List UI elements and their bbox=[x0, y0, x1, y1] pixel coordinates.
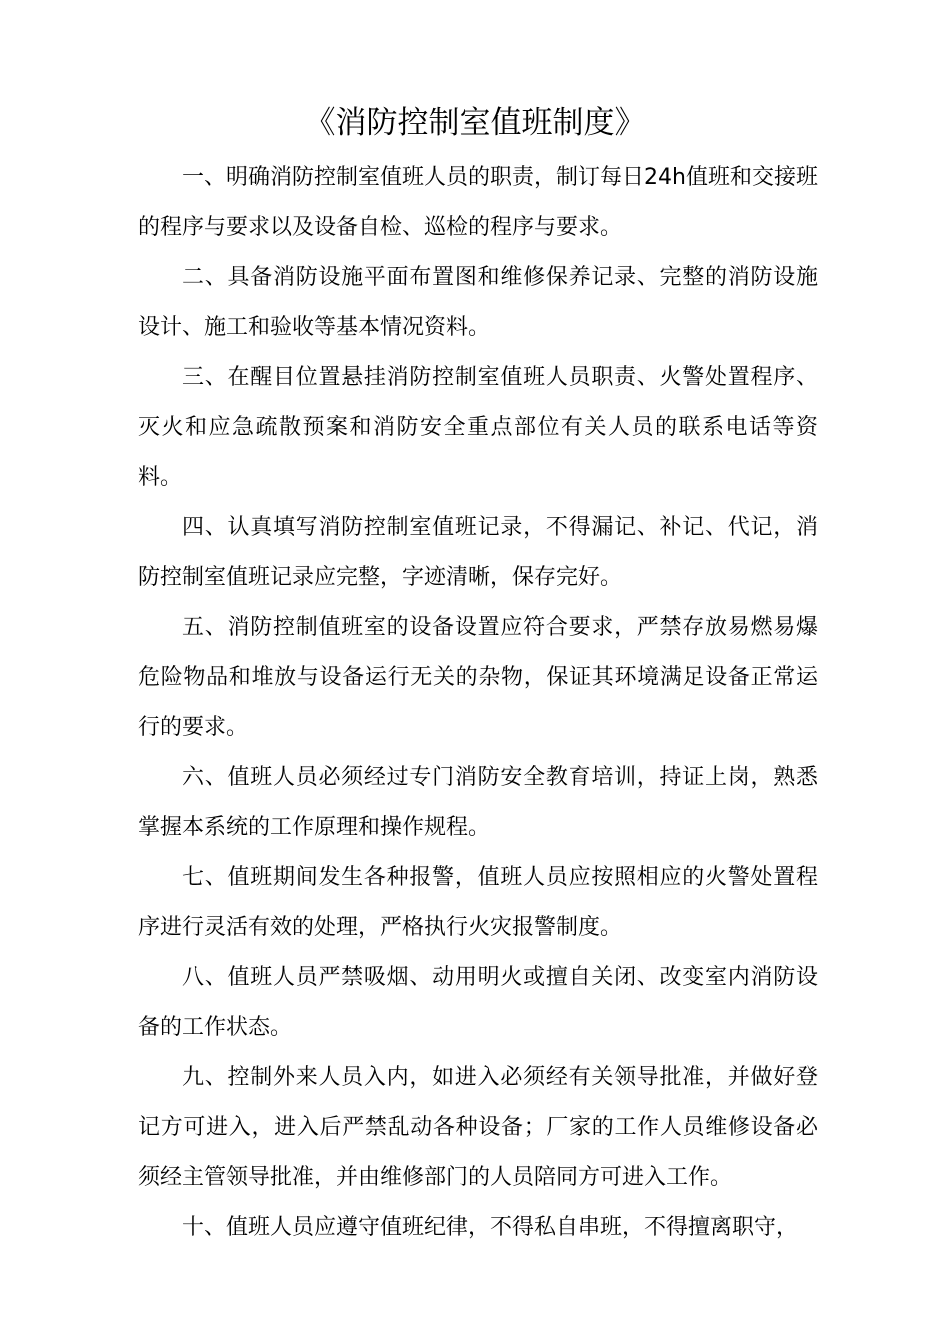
paragraph-6: 六、值班人员必须经过专门消防安全教育培训，持证上岗，熟悉掌握本系统的工作原理和操作规程。 bbox=[138, 765, 818, 840]
paragraph-4: 四、认真填写消防控制室值班记录，不得漏记、补记、代记，消防控制室值班记录应完整，字迹清晰，保存完好。 bbox=[138, 515, 818, 590]
document-body bbox=[138, 153, 818, 1253]
paragraph-1: 一、明确消防控制室值班人员的职责，制订每日24h值班和交接班的程序与要求以及设备自检、巡检的程序与要求。 bbox=[138, 165, 818, 240]
paragraph-9: 九、控制外来人员入内，如进入必须经有关领导批准，并做好登记方可进入，进入后严禁乱动各种设备；厂家的工作人员维修设备必须经主管领导批准，并由维修部门的人员陪同方可进入工作。 bbox=[138, 1065, 818, 1190]
paragraph-3: 三、在醒目位置悬挂消防控制室值班人员职责、火警处置程序、灭火和应急疏散预案和消防安全重点部位有关人员的联系电话等资料。 bbox=[138, 365, 818, 490]
paragraph-5: 五、消防控制值班室的设备设置应符合要求，严禁存放易燃易爆危险物品和堆放与设备运行无关的杂物，保证其环境满足设备正常运行的要求。 bbox=[138, 615, 818, 740]
document-title: 《消防控制室值班制度》 bbox=[304, 105, 646, 141]
paragraph-8: 八、值班人员严禁吸烟、动用明火或擅自关闭、改变室内消防设备的工作状态。 bbox=[138, 965, 818, 1040]
paragraph-10: 十、值班人员应遵守值班纪律，不得私自串班，不得擅离职守， bbox=[182, 1215, 799, 1240]
paragraph-2: 二、具备消防设施平面布置图和维修保养记录、完整的消防设施设计、施工和验收等基本情况资料。 bbox=[138, 265, 818, 340]
paragraph-7: 七、值班期间发生各种报警，值班人员应按照相应的火警处置程序进行灵活有效的处理，严格执行火灾报警制度。 bbox=[138, 865, 818, 940]
